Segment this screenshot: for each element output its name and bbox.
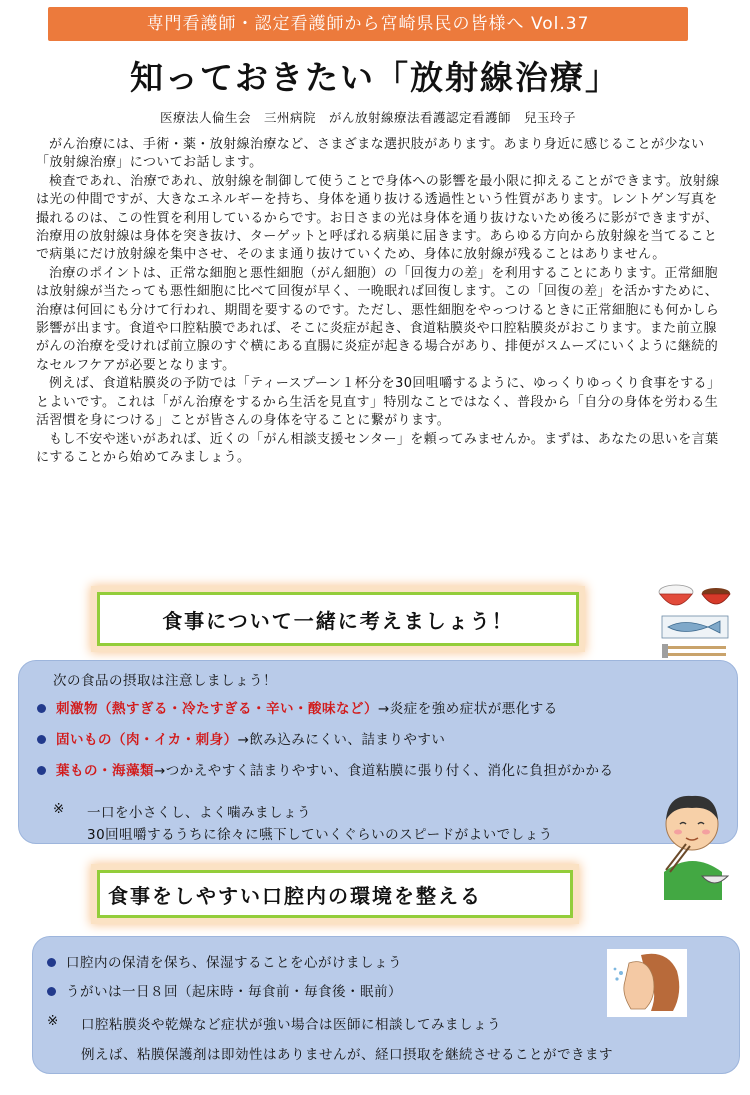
- item-text: 口腔内の保清を保ち、保湿することを心がけましょう: [66, 955, 402, 971]
- chopstick-rest-icon: [662, 644, 668, 658]
- item-text: →炎症を強め症状が悪化する: [378, 701, 558, 717]
- list-item: [47, 980, 402, 1000]
- note-line: 例えば、粘膜保護剤は即効性はありませんが、経口摂取を継続させることができます: [81, 1047, 613, 1063]
- note-mark: ※: [53, 801, 65, 817]
- section-title-meals: 食事について一緒に考えましょう！: [97, 592, 579, 646]
- paragraph: 検査であれ、治療であれ、放射線を制御して使うことで身体への影響を最小限に抑えることができます。放射線は光の仲間ですが、大きなエネルギーを持ち、身体を通り抜ける透過性という性質があります。レントゲン写真を撮れるのは、この性質を利用しているからです。お日さまの光は身体を通り抜けないため後ろに影ができますが、治療用の放射線は身体を突き抜け、ターゲットと呼ばれる病巣に届きます。あらゆる方向から放射線を当てることで病巣にだけ放射線を集中させ、そのまま通り抜けていくため、身体に放射線が残ることはありません。: [36, 173, 720, 263]
- section-title-oral-care: 食事をしやすい口腔内の環境を整える: [97, 870, 573, 918]
- note-mark: ※: [47, 1013, 59, 1029]
- item-highlight: 葉もの・海藻類: [56, 763, 154, 779]
- oral-care-panel: [32, 936, 740, 1074]
- soup-bowl-icon: [702, 594, 730, 604]
- rice-bowl-icon: [660, 594, 692, 605]
- page-title: 知っておきたい「放射線治療」: [130, 58, 620, 97]
- chopstick-icon: [662, 646, 726, 649]
- list-item: [37, 759, 614, 779]
- item-highlight: 固いもの（肉・イカ・刺身）: [56, 732, 238, 748]
- bullet-icon: [37, 766, 46, 775]
- cheek-icon: [674, 830, 682, 835]
- paragraph: 例えば、食道粘膜炎の予防では「ティースプーン１杯分を30回咀嚼するように、ゆっくりゆっくり食事をする」とよいです。これは「がん治療をするから生活を見直す」特別なことではなく、普段から「自分の身体を労わる生活習慣を身につける」ことが皆さんの身体を守ることに繋がります。: [36, 376, 721, 429]
- list-item: [37, 728, 445, 748]
- item-text: →飲み込みにくい、詰まりやすい: [237, 732, 446, 748]
- face-icon: [624, 962, 654, 1009]
- caution-intro: 次の食品の摂取は注意しましょう！: [53, 673, 277, 689]
- food-caution-panel: [18, 660, 738, 844]
- paragraph: もし不安や迷いがあれば、近くの「がん相談支援センター」を頼ってみませんか。まずは、あなたの思いを言葉にすることから始めてみましょう。: [36, 431, 719, 465]
- boy-eating-illustration: [652, 780, 734, 900]
- bullet-icon: [47, 987, 56, 996]
- note-line: 口腔粘膜炎や乾燥など症状が強い場合は医師に相談してみましょう: [81, 1017, 501, 1033]
- chopstick-icon: [662, 653, 726, 656]
- meal-illustration: [654, 578, 738, 670]
- item-highlight: 刺激物（熱すぎる・冷たすぎる・辛い・酸味など）: [56, 701, 378, 717]
- paragraph: 治療のポイントは、正常な細胞と悪性細胞（がん細胞）の「回復力の差」を利用することにあります。正常細胞は放射線が当たっても悪性細胞に比べて回復が早く、一晩眠れば回復します。この「回復の差」を活かすために、治療は何回にも分けて行われ、期間を要するのです。ただし、悪性細胞をやっつけるときに正常細胞にも何かしら影響が出ます。食道や口腔粘膜であれば、そこに炎症が起き、食道粘膜炎や口腔粘膜炎がおこります。また前立腺がんの治療を受ければ前立腺のすぐ横にある直腸に炎症が起きる場合があり、排便がスムーズにいくように継続的なセルフケアが必要となります。: [36, 265, 720, 373]
- header-banner: 専門看護師・認定看護師から宮崎県民の皆様へ Vol.37: [48, 7, 688, 41]
- author-line: 医療法人倫生会 三州病院 がん放射線療法看護認定看護師 兒玉玲子: [160, 110, 577, 125]
- water-drop-icon: [614, 968, 617, 971]
- paragraph: がん治療には、手術・薬・放射線治療など、さまざまな選択肢があります。あまり身近に感じることが少ない「放射線治療」についてお話します。: [36, 137, 705, 171]
- note-line: 30回咀嚼するうちに徐々に嚥下していくぐらいのスピードがよいでしょう: [87, 827, 553, 843]
- cheek-icon: [702, 830, 710, 835]
- bullet-icon: [37, 735, 46, 744]
- bullet-icon: [47, 958, 56, 967]
- list-item: [47, 951, 402, 971]
- note-line: 一口を小さくし、よく噛みましょう: [87, 805, 311, 821]
- article-body: [36, 136, 726, 467]
- list-item: [37, 697, 558, 717]
- bullet-icon: [37, 704, 46, 713]
- water-drop-icon: [615, 977, 618, 980]
- item-text: うがいは一日８回（起床時・毎食前・毎食後・眠前）: [66, 984, 402, 1000]
- water-drop-icon: [619, 971, 623, 975]
- item-text: →つかえやすく詰まりやすい、食道粘膜に張り付く、消化に負担がかかる: [154, 763, 614, 779]
- gargling-woman-illustration: [607, 949, 687, 1017]
